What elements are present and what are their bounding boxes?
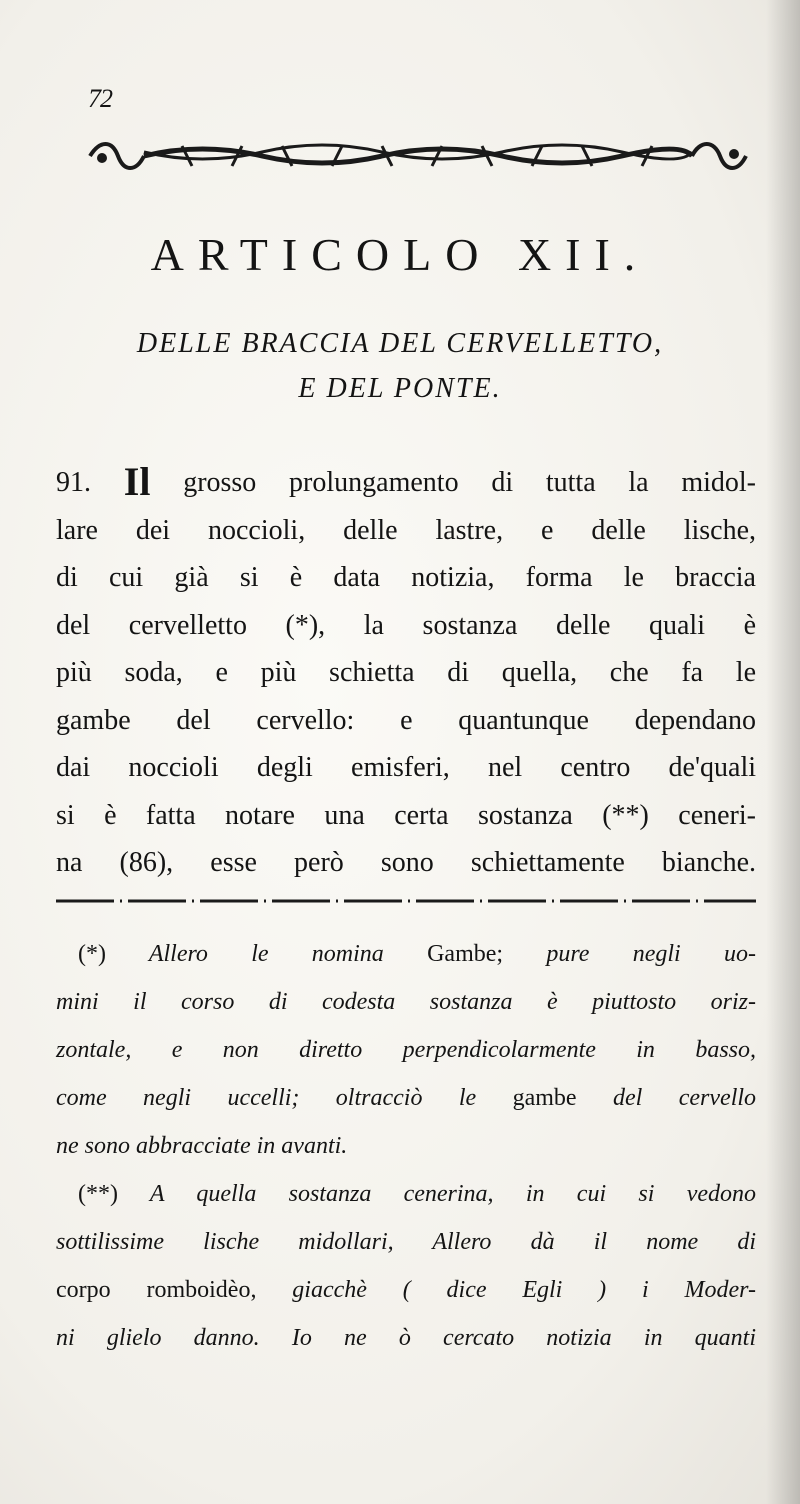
text-line [56,458,756,507]
footnote-line: zontale, e non diretto perpendicolarmente in basso, [56,1037,756,1063]
ornamental-header-band [82,132,752,180]
footnote-line: mini il corso di codesta sostanza è piuttosto oriz- [56,989,756,1015]
page-edge-shadow [766,0,800,1504]
subtitle-line: DELLE BRACCIA DEL CERVELLETTO, [136,328,664,359]
footnote-text: del cervello [613,1085,757,1111]
footnote-line: sottilissime lische midollari, Allero dà il nome di [56,1229,756,1255]
footnote-text-roman: corpo romboidèo, [56,1277,257,1303]
text-line: gambe del cervello: e quantunque dependano [56,704,756,736]
text-line: lare dei noccioli, delle lastre, e delle lische, [56,514,756,546]
footnote-divider [56,896,756,906]
decorated-initial: Il [123,459,151,504]
subtitle-line: E DEL PONTE. [298,372,502,404]
footnote-line: ne sono abbracciate in avanti. [56,1133,348,1159]
text-line: più soda, e più schietta di quella, che fa le [56,657,756,688]
footnote-line: ni glielo danno. Io ne ò cercato notizia in quanti [56,1325,756,1351]
footnote-line [56,1266,756,1314]
footnote-text-roman: gambe [512,1085,577,1111]
footnote-text: pure negli uo- [546,941,756,967]
footnote-line [56,930,756,978]
text-line: del cervelletto (*), la sostanza delle quali è [56,609,756,641]
footnote-text-roman: Gambe; [427,941,504,967]
text-line: dai noccioli degli emisferi, nel centro de'quali [56,752,756,783]
text-line: di cui già si è data notizia, forma le braccia [56,562,756,593]
text-line: si è fatta notare una certa sostanza (**) ceneri- [56,799,756,831]
page-number: 72 [88,84,112,113]
main-paragraph [56,458,756,887]
footnote-text: A quella sostanza cenerina, in cui si vedono [149,1181,756,1207]
footnote-text: Allero le nomina [148,941,384,967]
footnote-text: come negli uccelli; oltracciò le [56,1085,477,1111]
footnote-marker: (**) [78,1181,118,1207]
footnote-line [56,1170,756,1218]
article-subtitle [60,322,740,412]
footnote-text: giacchè ( dice Egli ) i Moder- [292,1277,756,1303]
footnotes [56,930,756,1362]
footnote-marker: (*) [78,941,106,967]
text-line: na (86), esse però sono schiettamente bianche. [56,847,756,878]
paragraph-number: 91. [56,467,91,498]
footnote-line [56,1074,756,1122]
text-line-content: grosso prolungamento di tutta la midol- [183,467,756,498]
article-title: ARTICOLO XII. [150,229,650,280]
